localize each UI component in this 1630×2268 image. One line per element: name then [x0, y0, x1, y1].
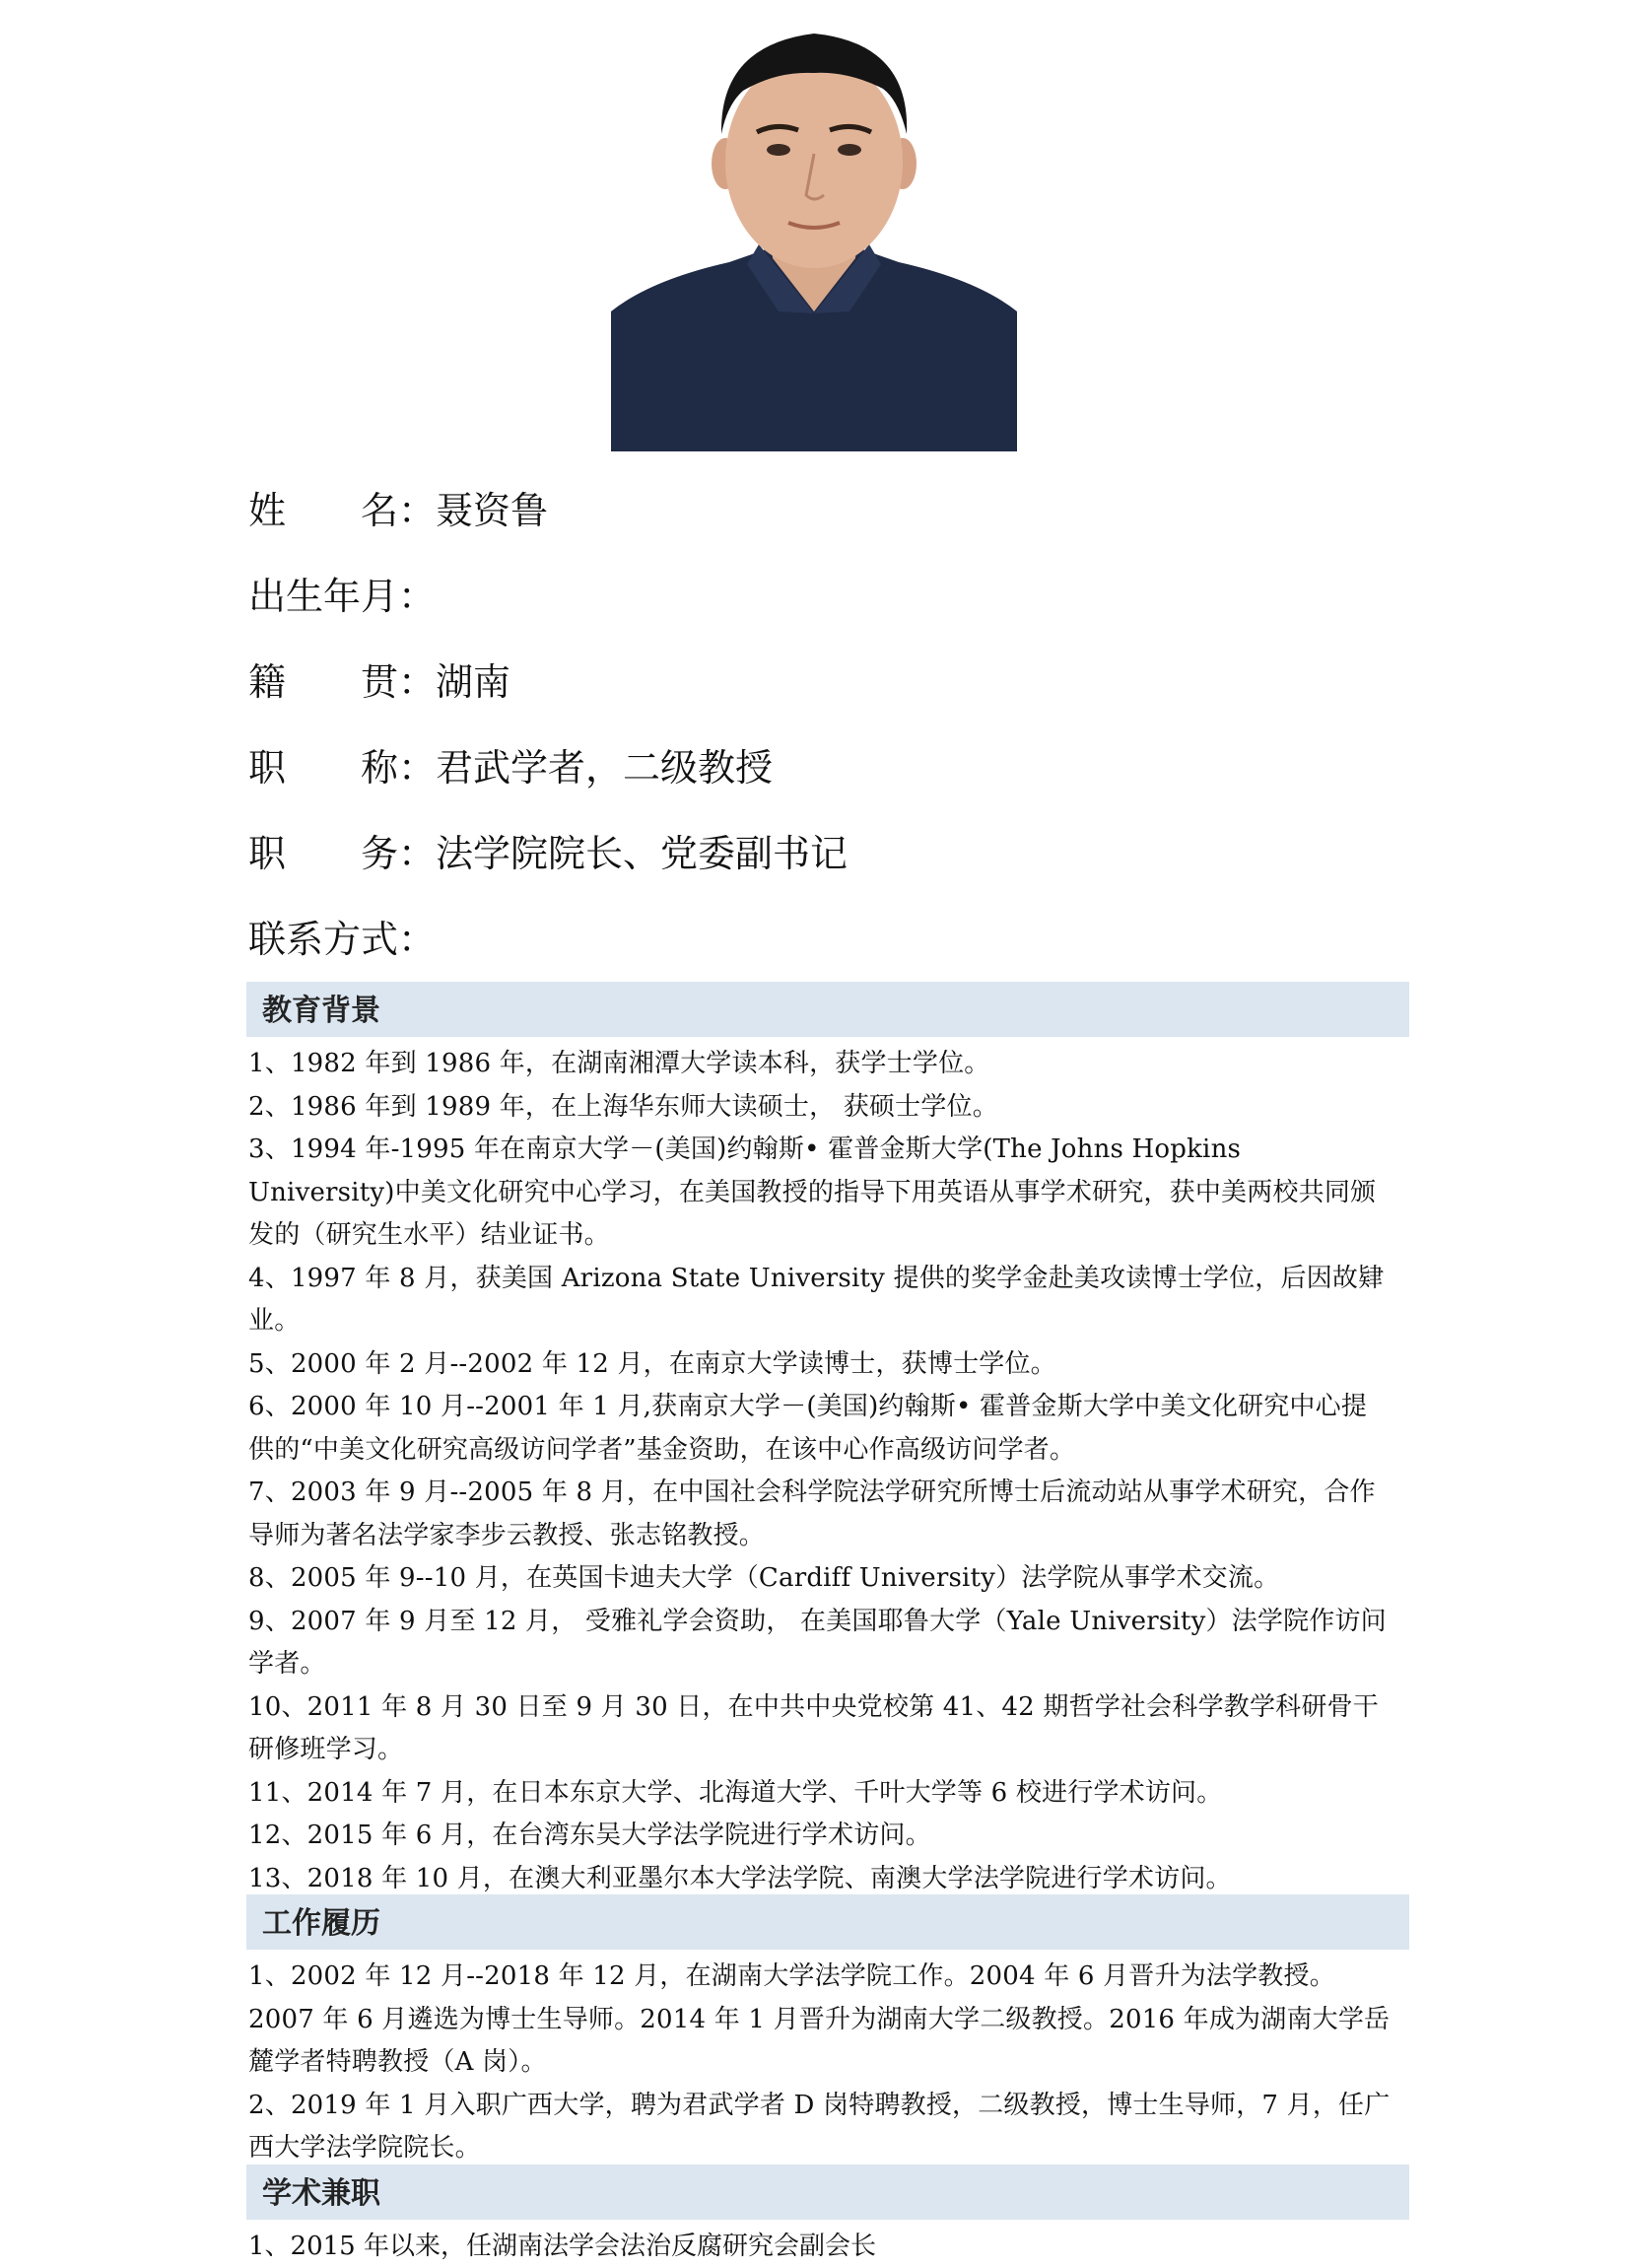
profile-photo	[611, 16, 1017, 451]
list-item: 12、2015 年 6 月，在台湾东吴大学法学院进行学术访问。	[248, 1821, 931, 1850]
academic-section	[246, 2165, 1409, 2268]
list-item: 9、2007 年 9 月至 12 月， 受雅礼学会资助， 在美国耶鲁大学（Yale University）法学院作访问学者。	[248, 1606, 1387, 1679]
field-hometown	[248, 660, 848, 746]
section-title: 教育背景	[246, 982, 1409, 1037]
field-label: 联系方式：	[248, 918, 437, 961]
field-label: 职 称：	[248, 746, 437, 790]
education-section	[246, 982, 1409, 1900]
field-label: 姓 名：	[248, 489, 437, 532]
field-name	[248, 489, 848, 575]
field-value: 法学院院长、党委副书记	[436, 832, 849, 875]
portrait-image	[611, 16, 1017, 451]
field-value: 湖南	[436, 660, 511, 704]
education-list	[246, 1037, 1409, 1900]
list-item: 2、1986 年到 1989 年，在上海华东师大读硕士， 获硕士学位。	[248, 1091, 998, 1122]
list-item: 1、2002 年 12 月--2018 年 12 月，在湖南大学法学院工作。2004 年 6 月晋升为法学教授。2007 年 6 月遴选为博士生导师。2014 年 1 月晋升为湖南大学二级教授。2016 年成为湖南大学岳麓学者特聘教授（A 岗）。	[248, 1961, 1391, 2077]
field-title	[248, 746, 848, 832]
list-item: 2、2019 年 1 月入职广西大学，聘为君武学者 D 岗特聘教授，二级教授，博士生导师，7 月，任广西大学法学院院长。	[248, 2090, 1391, 2163]
profile-info	[248, 489, 848, 1003]
field-value: 君武学者，二级教授	[436, 746, 774, 790]
field-position	[248, 832, 848, 918]
section-title: 学术兼职	[246, 2165, 1409, 2220]
field-value: 聂资鲁	[436, 489, 549, 532]
field-label: 职 务：	[248, 832, 437, 875]
list-item: 5、2000 年 2 月--2002 年 12 月，在南京大学读博士，获博士学位。	[248, 1348, 1056, 1379]
list-item: 13、2018 年 10 月，在澳大利亚墨尔本大学法学院、南澳大学法学院进行学术访问。	[248, 1863, 1232, 1893]
list-item: 10、2011 年 8 月 30 日至 9 月 30 日，在中共中央党校第 41、42 期哲学社会科学教学科研骨干研修班学习。	[248, 1691, 1379, 1764]
section-title: 工作履历	[246, 1894, 1409, 1950]
list-item: 1、2015 年以来，任湖南法学会法治反腐研究会副会长	[248, 2232, 876, 2261]
list-item: 4、1997 年 8 月，获美国 Arizona State University 提供的奖学金赴美攻读博士学位，后因故肄业。	[248, 1263, 1385, 1336]
list-item: 3、1994 年-1995 年在南京大学－(美国)约翰斯• 霍普金斯大学(The Johns Hopkins University)中美文化研究中心学习，在美国教授的指导下用英语从事学术研究，获中美两校共同颁发的（研究生水平）结业证书。	[248, 1134, 1377, 1250]
list-item: 11、2014 年 7 月，在日本东京大学、北海道大学、千叶大学等 6 校进行学术访问。	[248, 1777, 1223, 1808]
list-item: 8、2005 年 9--10 月，在英国卡迪夫大学（Cardiff University）法学院从事学术交流。	[248, 1563, 1280, 1593]
field-label: 出生年月：	[248, 575, 437, 618]
work-list	[246, 1950, 1409, 2170]
list-item: 6、2000 年 10 月--2001 年 1 月,获南京大学－(美国)约翰斯• 霍普金斯大学中美文化研究中心提供的“中美文化研究高级访问学者”基金资助，在该中心作高级访问学者。	[248, 1392, 1368, 1465]
field-birth	[248, 575, 848, 660]
field-label: 籍 贯：	[248, 660, 437, 704]
list-item: 1、1982 年到 1986 年，在湖南湘潭大学读本科，获学士学位。	[248, 1049, 990, 1078]
work-section	[246, 1894, 1409, 2170]
list-item: 7、2003 年 9 月--2005 年 8 月，在中国社会科学院法学研究所博士后流动站从事学术研究，合作导师为著名法学家李步云教授、张志铭教授。	[248, 1478, 1376, 1550]
academic-list	[246, 2220, 1409, 2268]
